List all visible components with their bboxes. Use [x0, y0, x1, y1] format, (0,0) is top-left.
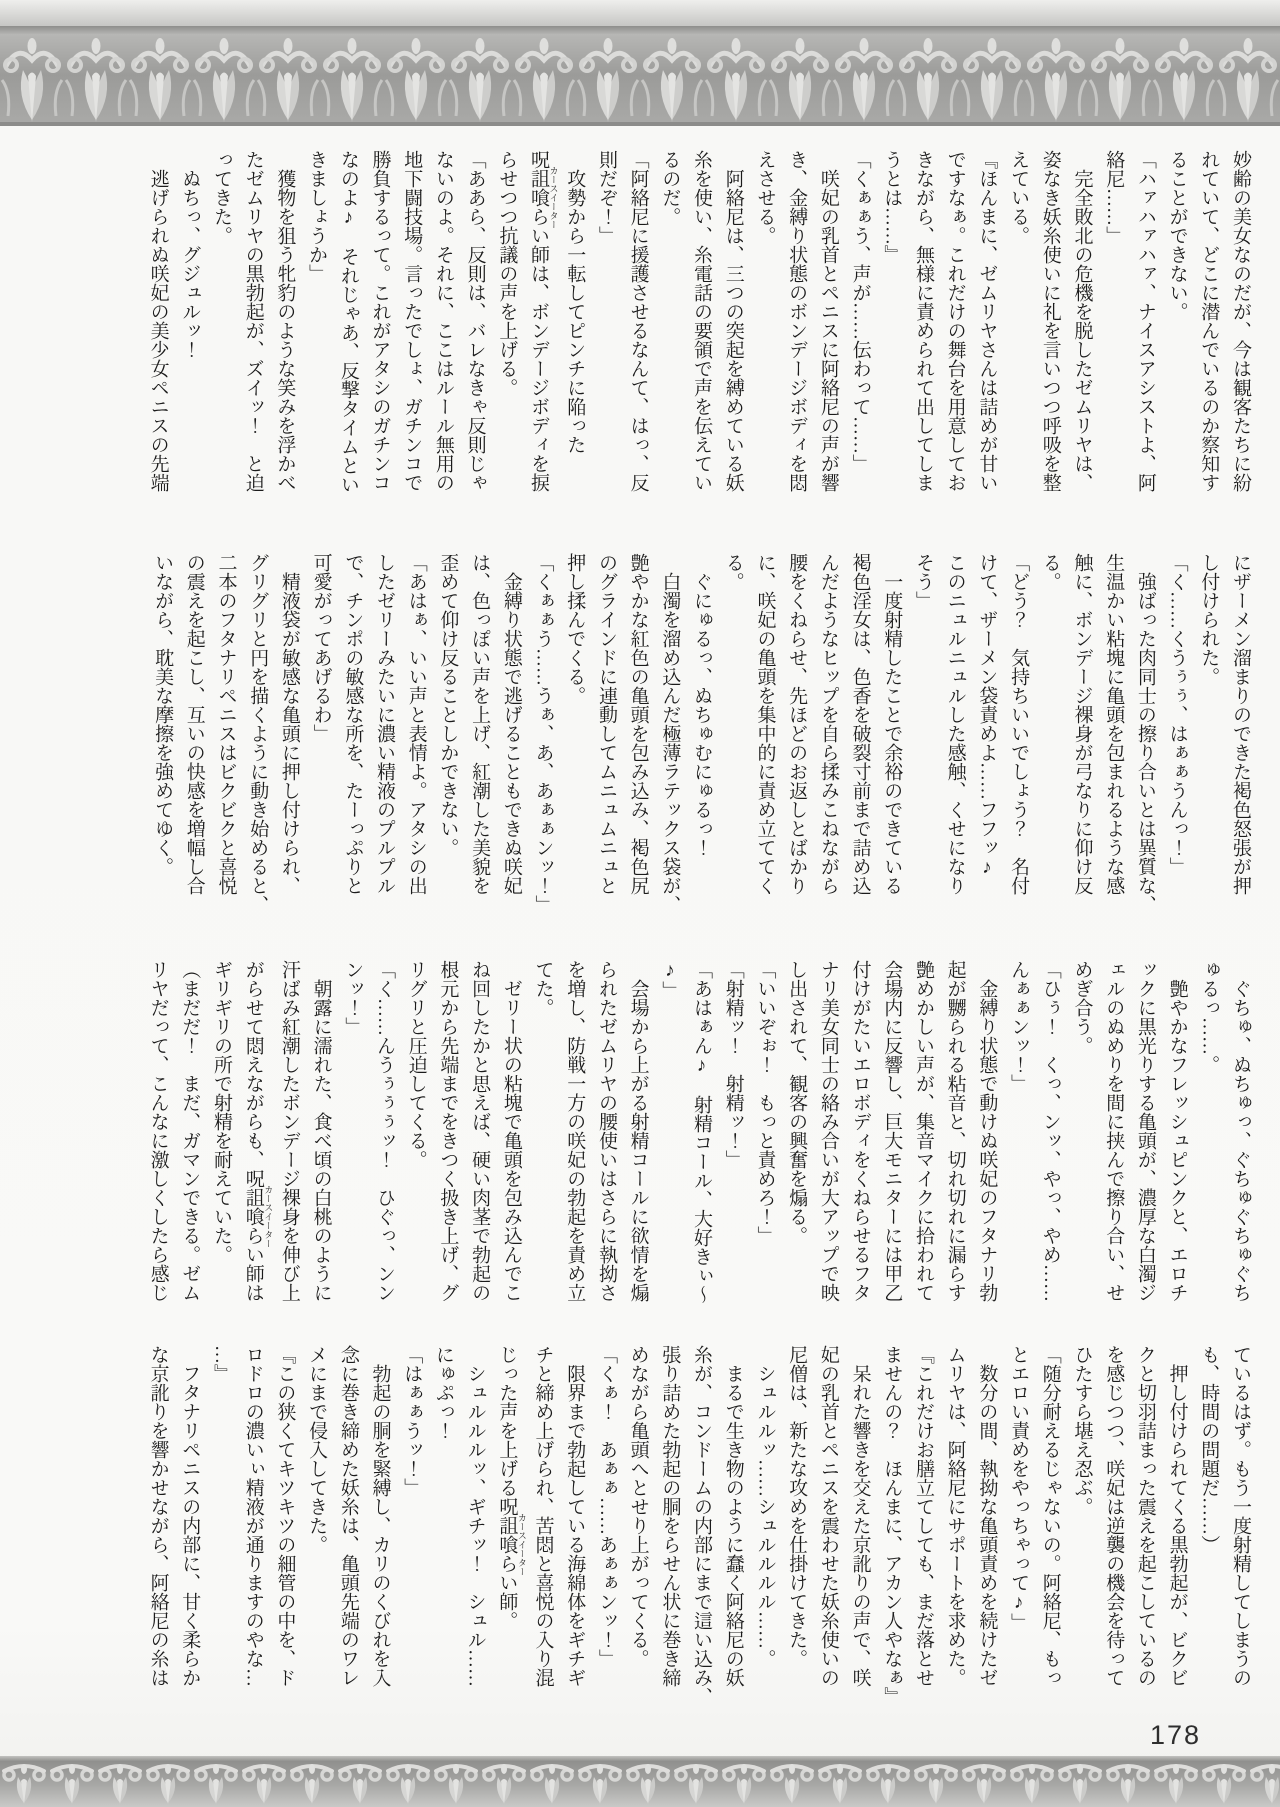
text-column: 触に、ボンデージ裸身が弓なりに仰け反 [1071, 553, 1093, 895]
text-column: 「く……くうぅぅ、はぁぁうんっ！」 [1166, 553, 1188, 876]
text-column: 「ハァハァハァ、ナイスアシストよ、阿 [1134, 150, 1156, 492]
text-column: いながら、耽美な摩擦を強めてゆく。 [152, 553, 174, 876]
text-column: 「ひぅ！ くっ、ンッ、やっ、やめ…… [1039, 960, 1061, 1302]
text-column: 生温かい粘塊に亀頭を包まれるような感 [1103, 553, 1125, 895]
text-column: ってきた。 [211, 150, 232, 245]
text-column: 強ばった肉同士の擦り合いとは異質な、 [1134, 553, 1156, 914]
text-column: そう」 [912, 553, 934, 610]
text-column: グリグリと円を描くように動き始めると、 [247, 553, 269, 914]
text-column: らせつつ抗議の声を上げる。 [496, 150, 518, 397]
bottom-ornament-border [0, 1756, 1280, 1807]
text-column: 艶めかしい声が、集音マイクに拾われて [912, 960, 934, 1302]
text-column: 限界まで勃起している海綿体をギチギ [564, 1345, 586, 1687]
text-column: ることができない。 [1166, 150, 1188, 321]
text-column: …』 [211, 1345, 232, 1383]
ornament-frieze-icon [0, 1761, 1280, 1807]
text-column: 尼僧は、新たな攻めを仕掛けてきた。 [786, 1345, 808, 1668]
text-column: る。 [1039, 553, 1061, 591]
text-column: に、咲妃の亀頭を集中的に責め立ててく [754, 553, 776, 895]
text-column: 「く……んうぅぅぅッ！ ひぐっ、ンン [374, 960, 396, 1302]
text-column: 勝負するって。これがアタシのガチンコ [369, 150, 391, 492]
text-column: にザーメン溜まりのできた褐色怒張が押 [1230, 553, 1251, 895]
text-column: メにまで侵入してきた。 [306, 1345, 328, 1554]
text-column: 妙齢の美女なのだが、今は観客たちに紛 [1230, 150, 1251, 492]
text-column: 勃起の胴を緊縛し、カリのくびれを入 [369, 1345, 391, 1687]
text-column: 艶やかなフレッシュピンクと、エロチ [1166, 960, 1188, 1302]
top-border-edge-line [0, 26, 1280, 34]
text-column: 付けがたいエロボディをくねらせるフタ [849, 960, 871, 1302]
text-column: ギリギリの所で射精を耐えていた。 [211, 960, 232, 1264]
text-column: な京訛りを響かせながら、阿絡尼の糸は [147, 1345, 169, 1687]
text-column: で、チンポの敏感な所を、たーっぷりと [342, 553, 364, 895]
text-column: ですなぁ。これだけの舞台を用意してお [944, 150, 966, 492]
text-column: ね回したかと思えば、硬い肉茎で勃起の [469, 960, 491, 1302]
text-column: ひたすら堪え忍ぶ。 [1071, 1345, 1093, 1516]
text-column: 攻勢から一転してピンチに陥った [564, 150, 586, 454]
text-column: 阿絡尼は、三つの突起を縛めている妖 [722, 150, 744, 492]
text-column: るのだ。 [659, 150, 681, 226]
text-column: ロドロの濃いぃ精液が通りますのやな… [242, 1345, 264, 1687]
text-column: ぐにゅるっ、ぬちゅむにゅるっ！ [691, 553, 713, 857]
text-column: 「くぁぁう、声が……伝わって……」 [849, 150, 871, 473]
text-column: 会場から上がる射精コールに欲情を煽 [627, 960, 649, 1302]
text-column: 獲物を狙う牝豹のような笑みを浮かべ [274, 150, 296, 492]
text-column: き、金縛り状態のボンデージボディを悶 [786, 150, 808, 492]
text-column: えている。 [1008, 150, 1030, 245]
text-column: 褐色淫女は、色香を破裂寸前まで詰め込 [849, 553, 871, 895]
text-column: 『ほんまに、ゼムリヤさんは詰めが甘い [976, 150, 998, 492]
text-column: きましょうか」 [306, 150, 328, 283]
text-column: にゅぷっ！ [432, 1345, 454, 1440]
text-column: ないのよ。それに、ここはルール無用の [432, 150, 454, 492]
text-column: けて、ザーメン袋責めよ……フフッ♪ [976, 553, 998, 878]
text-column: る。 [722, 553, 744, 591]
text-column: たゼムリヤの黒勃起が、ズイッ！ と迫 [242, 150, 264, 492]
text-column: リヤだって、こんなに激しくしたら感じ [147, 960, 169, 1302]
text-column: 「どう？ 気持ちいいでしょう？ 名付 [1008, 553, 1030, 895]
text-column: 腰をくねらせ、先ほどのお返しとばかり [786, 553, 808, 895]
text-column: 念に巻き締めた妖糸は、亀頭先端のワレ [337, 1345, 359, 1687]
text-column: なのよ♪ それじゃあ、反撃タイムとい [337, 150, 359, 494]
text-column: ているはず。もう一度射精してしまうの [1230, 1345, 1251, 1687]
text-column: 逃げられぬ咲妃の美少女ペニスの先端 [147, 150, 169, 492]
text-column: 咲妃の乳首とペニスに阿絡尼の声が響 [817, 150, 839, 492]
text-column: 押し揉んでくる。 [564, 553, 586, 705]
text-column: ぐちゅ、ぬちゅっ、ぐちゅぐちゅぐち [1230, 960, 1251, 1302]
text-column: このニュルニュルした感触、くせになり [944, 553, 966, 895]
text-column: 「あはぁ、いい声と表情よ。アタシの出 [405, 553, 427, 895]
text-column: 絡尼……」 [1103, 150, 1125, 245]
text-column: 地下闘技場。言ったでしょ、ガチンコで [401, 150, 423, 492]
top-margin-strip [0, 0, 1280, 26]
text-column: 起が嬲られる粘音と、切れ切れに漏らす [944, 960, 966, 1302]
text-column: 「はぁぁうッ！」 [401, 1345, 423, 1497]
text-column: 会場内に反響し、巨大モニターには甲乙 [881, 960, 903, 1302]
text-column: 姿なき妖糸使いに礼を言いつつ呼吸を整 [1039, 150, 1061, 492]
text-column: 数分の間、執拗な亀頭責めを続けたゼ [976, 1345, 998, 1687]
text-column: 白濁を溜め込んだ極薄ラテックス袋が、 [659, 553, 681, 914]
text-column: ムリヤは、阿絡尼にサポートを求めた。 [944, 1345, 966, 1687]
text-band-4 [144, 1345, 1256, 1706]
text-column: クと切羽詰まった震えを起こしているの [1134, 1345, 1156, 1687]
text-column: 「くぁ！ あぁぁ……あぁぁンッ！」 [595, 1345, 617, 1668]
text-column: 完全敗北の危機を脱したゼムリヤは、 [1071, 150, 1093, 492]
text-column: 二本のフタナリペニスはビクビクと喜悦 [215, 553, 237, 895]
text-column: ックに黒光りする亀頭が、濃厚な白濁ジ [1134, 960, 1156, 1302]
text-column: し出されて、観客の興奮を煽る。 [786, 960, 808, 1245]
text-column: 可愛がってあげるわ」 [310, 553, 332, 743]
text-column: 『この狭くてキツキツの細管の中を、ド [274, 1345, 296, 1687]
text-column: んだようなヒップを自ら揉みこねながら [817, 553, 839, 895]
text-band-2 [144, 553, 1256, 914]
text-column: シュルルルッ、ギチッ！ シュル…… [464, 1345, 486, 1687]
text-column: がらせて悶えながらも、呪詛喰らい カースイーター師は [242, 960, 274, 1302]
text-column: し付けられた。 [1198, 553, 1220, 686]
text-column: フタナリペニスの内部に、甘く柔らか [179, 1345, 201, 1687]
text-column: （まだだ！ まだ、ガマンできる。ゼム [179, 960, 201, 1302]
text-column: シュルルッ……シュルルルル……。 [754, 1345, 776, 1668]
text-column: 「いいぞぉ！ もっと責めろ！」 [754, 960, 776, 1245]
text-column: めながら亀頭へとせり上がってくる。 [627, 1345, 649, 1668]
text-column: 金縛り状態で動けぬ咲妃のフタナリ勃 [976, 960, 998, 1302]
text-column: 金縛り状態で逃げることもできぬ咲妃 [500, 553, 522, 895]
text-column: 「射精ッ！ 射精ッ！」 [722, 960, 744, 1169]
text-column: めぎ合う。 [1071, 960, 1093, 1055]
text-column: ェルのぬめりを間に挟んで擦り合い、せ [1103, 960, 1125, 1302]
text-column: の震えを起こし、互いの快感を増幅し合 [183, 553, 205, 895]
text-column: とエロい責めをやっちゃって♪」 [1008, 1345, 1030, 1632]
ornament-frieze-icon [0, 34, 1280, 126]
text-column: 「くぁぁう……うぁ、あ、あぁぁンッ！」 [532, 553, 554, 914]
text-column: ませんの？ ほんまに、アカン人やなぁ』 [881, 1345, 903, 1706]
text-column: 一度射精したことで余裕のできている [881, 553, 903, 895]
text-column: ぬちっ、グジュルッ！ [179, 150, 201, 359]
text-column: 朝露に濡れた、食べ頃の白桃のように [310, 960, 332, 1302]
text-column: チと締め上げられ、苦悶と喜悦の入り混 [532, 1345, 554, 1687]
text-column: を増し、防戦一方の咲妃の勃起を責め立 [564, 960, 586, 1302]
text-column: も、時間の問題だ……） [1198, 1345, 1220, 1554]
text-column: 則だぞ！」 [595, 150, 617, 245]
text-column: は、色っぽい声を上げ、紅潮した美貌を [469, 553, 491, 895]
text-column: 妃の乳首とペニスを震わせた妖糸使いの [817, 1345, 839, 1687]
text-column: 糸を使い、糸電話の要領で声を伝えてい [691, 150, 713, 492]
text-column: 糸が、コンドームの内部にまで這い込み、 [691, 1345, 713, 1706]
text-column: したゼリーみたいに濃い精液のプルプル [374, 553, 396, 895]
text-column: ゅるっ……。 [1198, 960, 1220, 1074]
text-column: 『これだけお膳立てしても、まだ落とせ [912, 1345, 934, 1687]
text-column: 「ああら、反則は、バレなきゃ反則じゃ [464, 150, 486, 492]
text-column: 「あはぁん♪ 射精コール、大好きぃ〜 [691, 960, 713, 1304]
text-column: ゼリー状の粘塊で亀頭を包み込んでこ [500, 960, 522, 1302]
text-column: まるで生き物のように蠢く阿絡尼の妖 [722, 1345, 744, 1687]
text-column: 艶やかな紅色の亀頭を包み込み、褐色尻 [627, 553, 649, 895]
text-column: のグラインドに連動してムニュムニュと [595, 553, 617, 895]
text-column: 根元から先端までをきつく扱き上げ、グ [437, 960, 459, 1302]
text-column: 呆れた響きを交えた京訛りの声で、咲 [849, 1345, 871, 1687]
text-column: 呪詛喰らい カースイーター師は、ボンデージボディを捩 [528, 150, 559, 492]
top-ornament-border [0, 0, 1280, 126]
text-column: きながら、無様に責められて出してしま [912, 150, 934, 492]
text-column: ンッ！」 [342, 960, 364, 1036]
text-column: じった声を上げる呪詛喰らい カースイーター師。 [496, 1345, 527, 1630]
page-number: 178 [1150, 1720, 1202, 1750]
text-column: ♪」 [659, 960, 681, 1000]
text-column: 精液袋が敏感な亀頭に押し付けられ、 [278, 553, 300, 895]
text-column: 「阿絡尼に援護させるなんて、はっ、反 [627, 150, 649, 492]
text-column: ナリ美女同士の絡み合いが大アップで映 [817, 960, 839, 1302]
text-band-3 [144, 960, 1256, 1318]
text-column: れていて、どこに潜んでいるのか察知す [1198, 150, 1220, 492]
text-column: リグリと圧迫してくる。 [405, 960, 427, 1169]
text-band-1 [144, 150, 1256, 508]
text-column: えさせる。 [754, 150, 776, 245]
text-column: られたゼムリヤの腰使いはさらに執拗さ [595, 960, 617, 1302]
text-column: 張り詰めた勃起の胴をらせん状に巻き締 [659, 1345, 681, 1687]
text-column: んぁぁンッ！」 [1008, 960, 1030, 1093]
text-column: 「随分耐えるじゃないの。阿絡尼、もっ [1039, 1345, 1061, 1687]
text-column: うとは……』 [881, 150, 903, 264]
text-column: を感じつつ、咲妃は逆襲の機会を待って [1103, 1345, 1125, 1687]
text-column: 押し付けられてくる黒勃起が、ビクビ [1166, 1345, 1188, 1687]
text-column: 汗ばみ紅潮したボンデージ裸身を伸び上 [278, 960, 300, 1302]
text-column: てた。 [532, 960, 554, 1017]
text-column: 歪めて仰け反ることしかできない。 [437, 553, 459, 857]
